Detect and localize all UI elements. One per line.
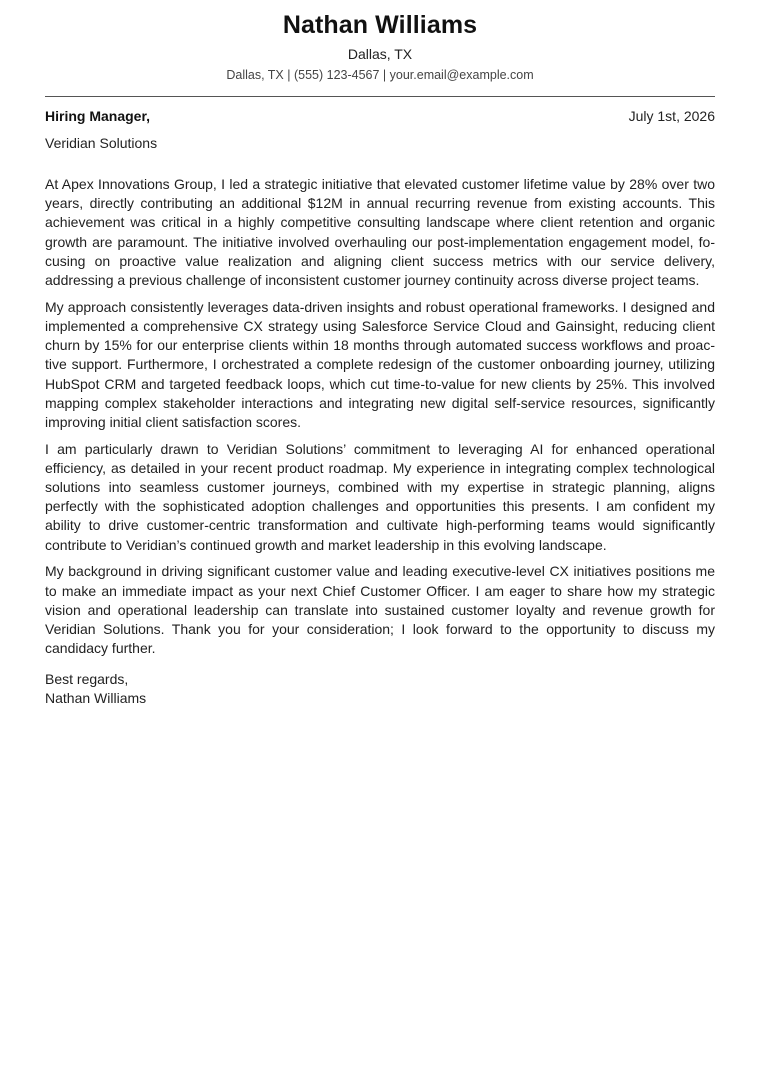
letter-date: July 1st, 2026 bbox=[628, 108, 715, 124]
body-paragraph-3: I am particularly drawn to Veridian Solutions’ commitment to leveraging AI for enhanced operational efficiency, as detailed in your recent product roadmap. My experience in integrating complex technological solutions into seamless customer journeys, combined with my expertise in strategic planning, aligns perfectly with the sophisticated adoption challenges and opportunities this presents. I am confident my ability to drive customer-centric transformation and cultivate high-performing teams would significantly contribute to Veridian’s continued growth and market leadership in this evolving landscape. bbox=[45, 440, 715, 553]
recipient-date-row bbox=[45, 107, 715, 125]
recipient-salutation: Hiring Manager, bbox=[45, 108, 151, 124]
body-paragraph-2: My approach consistently leverages data-driven insights and robust operational frameworks. I designed and implemented a comprehensive CX strategy using Salesforce Service Cloud and Gainsight, reducing client churn by 15% for our enterprise clients within 18 months through automated success workflows and proactive support. Furthermore, I orchestrated a complete redesign of the customer onboarding journey, utilizing HubSpot CRM and targeted feedback loops, which cut time-to-value for new clients by 25%. This involved mapping complex stakeholder interactions and integrating new digital self-service resources, significantly improving initial client satisfaction scores. bbox=[45, 298, 715, 430]
header-divider bbox=[45, 96, 715, 97]
body-paragraph-1: At Apex Innovations Group, I led a strategic initiative that elevated customer lifetime value by 28% over two years, directly contributing an additional $12M in annual recurring revenue from existing accounts. This achievement was critical in a highly competitive consulting landscape where client retention and organic growth are paramount. The initiative involved overhauling our post-implementation engagement model, focusing on proactive value realization and aligning client success metrics with our service delivery, addressing a previous challenge of inconsistent customer journey continuity across diverse project teams. bbox=[45, 176, 715, 289]
sender-contact-line: Dallas, TX | (555) 123-4567 | your.email@example.com bbox=[226, 68, 534, 82]
signature-name: Nathan Williams bbox=[45, 690, 147, 707]
body-paragraph-4: My background in driving significant customer value and leading executive-level CX initiatives positions me to make an immediate impact as your next Chief Customer Officer. I am eager to share how my strategic vision and operational leadership can translate into sustained customer loyalty and revenue growth for Veridian Solutions. Thank you for your consideration; I look forward to the opportunity to discuss my candidacy further. bbox=[45, 563, 715, 657]
letter-header bbox=[45, 0, 715, 83]
sender-location: Dallas, TX bbox=[347, 46, 413, 62]
recipient-company: Veridian Solutions bbox=[45, 135, 158, 151]
letter-body bbox=[45, 175, 715, 658]
closing-phrase: Best regards, bbox=[45, 671, 129, 688]
letter-closing bbox=[45, 670, 715, 708]
sender-name: Nathan Williams bbox=[282, 11, 478, 39]
